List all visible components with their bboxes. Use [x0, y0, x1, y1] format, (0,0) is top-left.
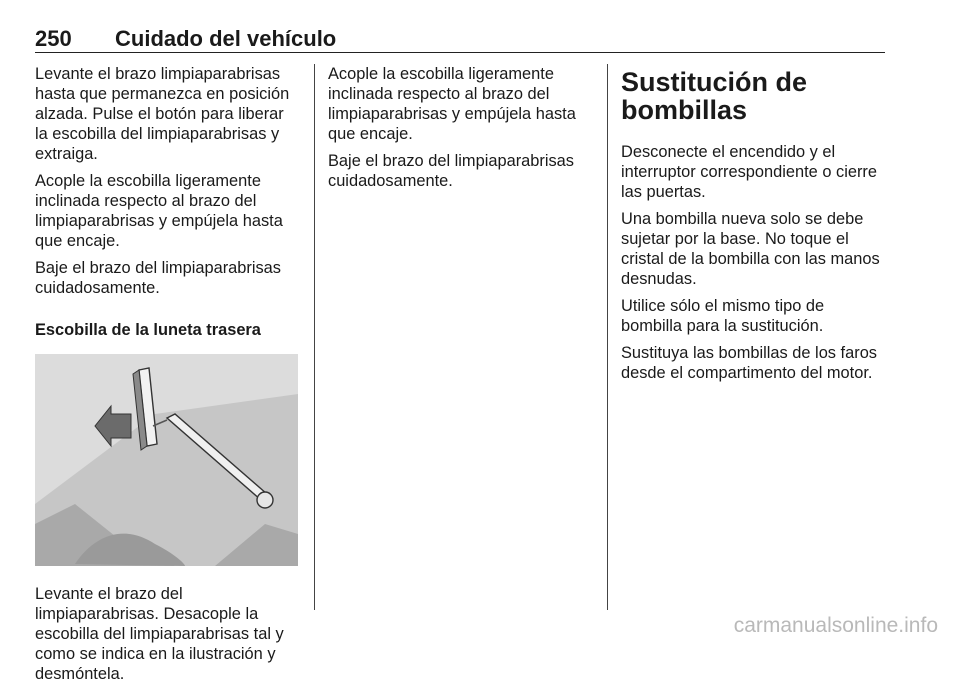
- paragraph: Baje el brazo del limpiaparabrisas cuidadosamente.: [328, 152, 574, 190]
- column-3: [621, 64, 889, 390]
- paragraph: Utilice sólo el mismo tipo de bombilla para la sustitución.: [621, 297, 825, 335]
- column-1: [35, 64, 300, 691]
- paragraph: Acople la escobilla ligeramente inclinada respecto al brazo del limpiaparabrisas y empújela hasta que encaje.: [35, 172, 283, 250]
- page-number: 250: [35, 26, 72, 51]
- watermark: carmanualsonline.info: [733, 614, 938, 637]
- paragraph: Acople la escobilla ligeramente inclinada respecto al brazo del limpiaparabrisas y empújela hasta que encaje.: [328, 65, 576, 143]
- column-2: [328, 64, 593, 198]
- column-divider: [607, 64, 608, 610]
- chapter-title: Cuidado del vehículo: [115, 26, 337, 51]
- paragraph: Una bombilla nueva solo se debe sujetar por la base. No toque el cristal de la bombilla con las manos desnudas.: [621, 210, 880, 288]
- paragraph: Levante el brazo limpiaparabrisas hasta que permanezca en posición alzada. Pulse el botón para liberar la escobilla del limpiaparabrisas y extraiga.: [35, 65, 290, 163]
- page-header: [35, 26, 885, 53]
- paragraph: Desconecte el encendido y el interruptor correspondiente o cierre las puertas.: [621, 143, 878, 201]
- rear-wiper-illustration: [35, 354, 298, 566]
- column-divider: [314, 64, 315, 610]
- section-title: Sustitución de bombillas: [621, 67, 808, 125]
- paragraph: Baje el brazo del limpiaparabrisas cuidadosamente.: [35, 259, 281, 297]
- paragraph: Levante el brazo del limpiaparabrisas. Desacople la escobilla del limpiaparabrisas tal y como se indica en la ilustración y desmóntela.: [35, 585, 284, 683]
- paragraph: Sustituya las bombillas de los faros desde el compartimento del motor.: [621, 344, 877, 382]
- subheading-rear-wiper: Escobilla de la luneta trasera: [35, 321, 261, 339]
